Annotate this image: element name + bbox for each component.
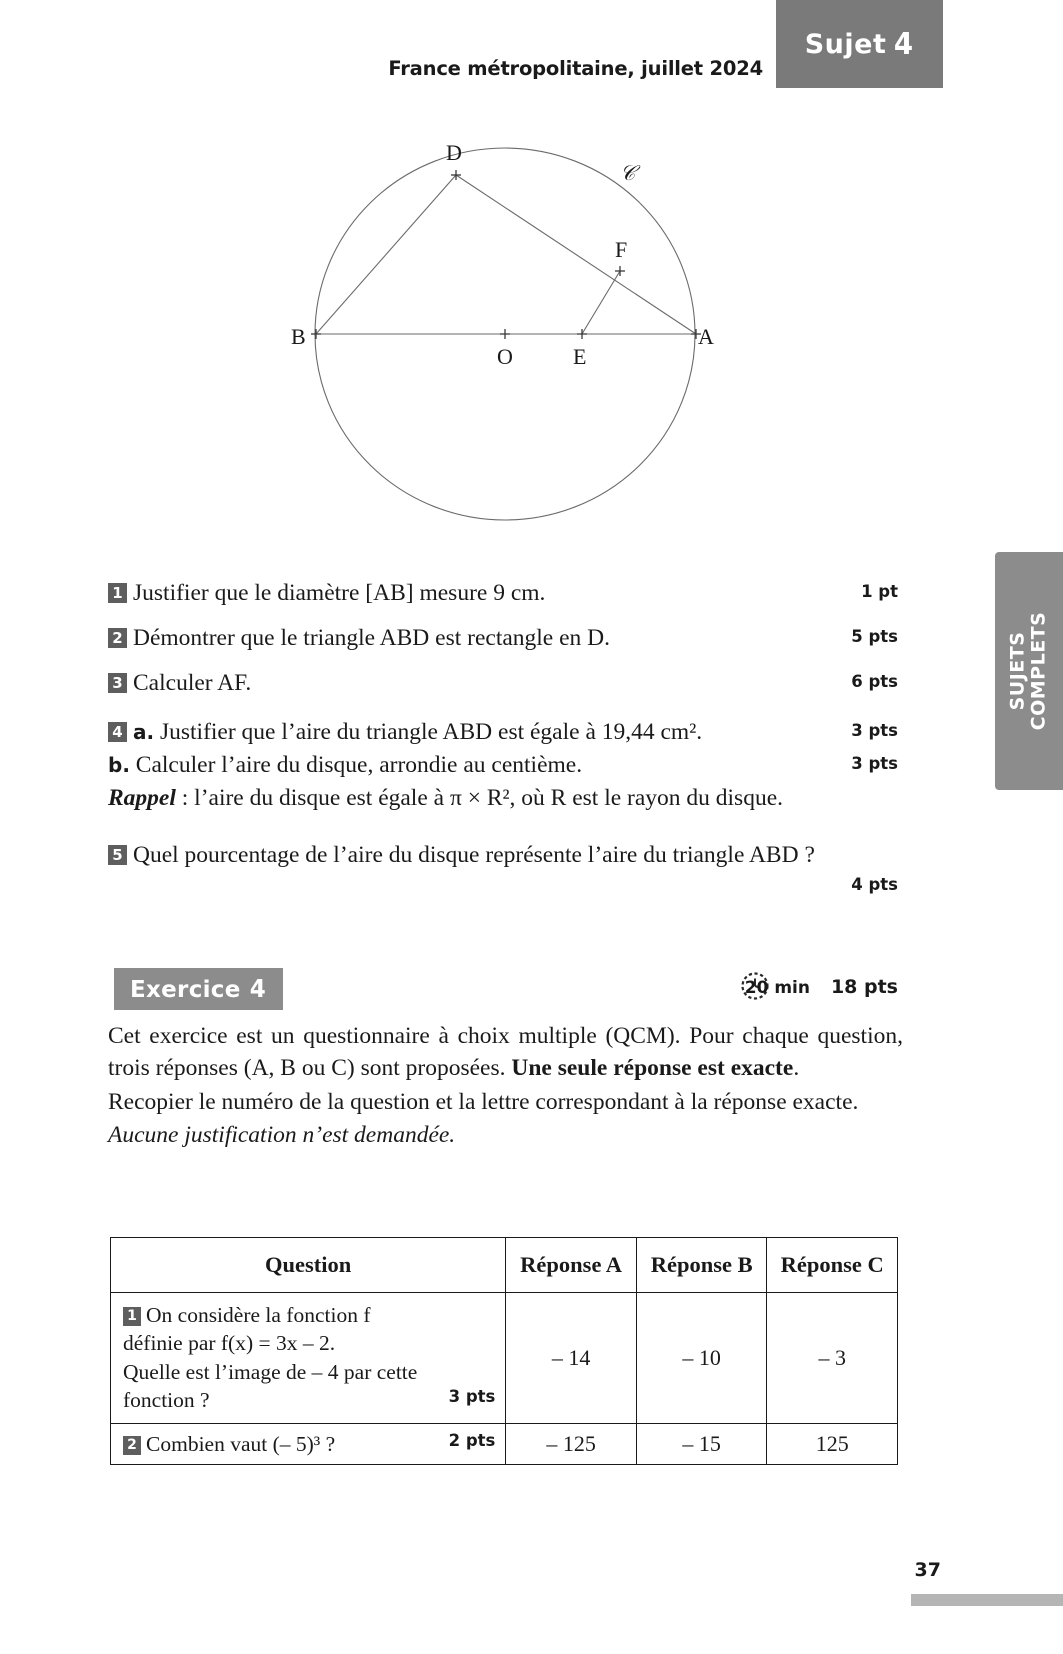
question-number-badge: 3 xyxy=(108,673,127,693)
qcm-question-line1: On considère la fonction f xyxy=(146,1303,371,1327)
question-4b xyxy=(108,750,898,781)
intro-strong: Une seule réponse est exacte xyxy=(511,1055,794,1082)
figure-label-F: F xyxy=(615,237,628,262)
figure-label-E: E xyxy=(573,344,587,369)
question-number-badge: 1 xyxy=(108,583,127,603)
question-text: Quel pourcentage de l’aire du disque représente l’aire du triangle ABD ? xyxy=(133,842,815,869)
column-header-answer-a: Réponse A xyxy=(506,1238,637,1293)
intro-text-1-end: . xyxy=(793,1055,800,1082)
exercise-header xyxy=(108,968,898,1008)
qcm-answer-c: – 3 xyxy=(767,1293,898,1424)
qcm-question-1 xyxy=(111,1293,506,1424)
exercise-number: 4 xyxy=(249,974,266,1003)
question-letter-a: a. xyxy=(133,720,155,745)
qcm-answer-a: – 14 xyxy=(506,1293,637,1424)
table-row xyxy=(111,1423,898,1464)
question-5-points: 4 pts xyxy=(851,875,898,895)
figure-label-O: O xyxy=(497,344,513,369)
qcm-question-2 xyxy=(111,1423,506,1464)
exercise-badge xyxy=(114,968,283,1010)
qcm-table xyxy=(110,1237,898,1465)
qcm-question-line2: définie par f(x) = 3x – 2. xyxy=(123,1331,336,1356)
question-3 xyxy=(108,668,898,699)
question-text: Justifier que l’aire du triangle ABD est égale à 19,44 cm². xyxy=(159,719,703,746)
page-header xyxy=(0,0,1063,92)
figure-label-B: B xyxy=(291,324,306,349)
question-4-rappel xyxy=(108,783,898,814)
footer-bar xyxy=(911,1594,1063,1606)
question-4a xyxy=(108,717,898,748)
rappel-label: Rappel xyxy=(108,785,176,812)
intro-paragraph-3: Aucune justification n’est demandée. xyxy=(108,1122,456,1149)
qcm-answer-c: 125 xyxy=(767,1423,898,1464)
rappel-text: : l’aire du disque est égale à π × R², où R est le rayon du disque. xyxy=(175,785,784,812)
question-2 xyxy=(108,623,898,654)
side-tab-text xyxy=(1008,612,1051,731)
figure-label-D: D xyxy=(446,140,462,165)
column-header-answer-c: Réponse C xyxy=(767,1238,898,1293)
qcm-answer-b: – 10 xyxy=(636,1293,767,1424)
qcm-question-line1: Combien vaut (– 5)³ ? xyxy=(146,1431,336,1456)
qcm-question-points: 2 pts xyxy=(448,1430,496,1450)
figure-label-A: A xyxy=(698,324,714,349)
table-header-row xyxy=(111,1238,898,1293)
subject-tab-label: Sujet xyxy=(804,28,887,60)
figure-label-circle: 𝒞 xyxy=(620,161,636,185)
question-1 xyxy=(108,578,898,609)
subject-tab xyxy=(776,0,943,88)
qcm-answer-b: – 15 xyxy=(636,1423,767,1464)
intro-paragraph-2: Recopier le numéro de la question et la lettre correspondant à la réponse exacte. xyxy=(108,1088,859,1115)
intro-text-1: Cet exercice est un questionnaire à choix multiple (QCM). Pour chaque question, trois réponses (A, B ou C) sont proposées. xyxy=(108,1023,903,1082)
question-text: Démontrer que le triangle ABD est rectangle en D. xyxy=(133,625,611,652)
questions-list xyxy=(108,578,898,894)
table-row xyxy=(111,1293,898,1424)
question-number-badge: 5 xyxy=(108,845,127,865)
side-tab-line1: SUJETS xyxy=(1006,631,1029,711)
qcm-question-points: 3 pts xyxy=(448,1387,496,1407)
exercise-intro xyxy=(108,1020,903,1153)
question-points: 1 pt xyxy=(861,582,898,601)
question-letter-b: b. xyxy=(108,753,130,778)
question-points: 3 pts xyxy=(851,754,898,774)
subject-tab-number: 4 xyxy=(894,26,914,62)
page-number: 37 xyxy=(914,1559,941,1581)
question-number-badge: 2 xyxy=(123,1436,141,1455)
question-number-badge: 4 xyxy=(108,722,127,742)
qcm-question-line3: Quelle est l’image de – 4 par cette xyxy=(123,1359,418,1384)
question-text: Calculer l’aire du disque, arrondie au centième. xyxy=(135,752,583,779)
question-points: 3 pts xyxy=(851,721,898,741)
question-5 xyxy=(108,840,898,871)
question-text: Calculer AF. xyxy=(133,670,252,697)
qcm-question-line4: fonction ? xyxy=(123,1388,210,1413)
geometry-figure xyxy=(260,118,800,548)
question-text: Justifier que le diamètre [AB] mesure 9 cm. xyxy=(133,580,546,606)
question-number-badge: 1 xyxy=(123,1307,141,1326)
side-tab xyxy=(995,552,1063,790)
side-tab-line2: COMPLETS xyxy=(1028,611,1050,731)
question-points: 5 pts xyxy=(851,627,898,647)
geometry-figure-svg xyxy=(260,118,800,548)
column-header-answer-b: Réponse B xyxy=(636,1238,767,1293)
exercise-points: 18 pts xyxy=(830,976,898,998)
exercise-time: 20 min xyxy=(744,978,810,998)
qcm-answer-a: – 125 xyxy=(506,1423,637,1464)
header-title: France métropolitaine, juillet 2024 xyxy=(388,57,763,80)
question-number-badge: 2 xyxy=(108,628,127,648)
question-points: 6 pts xyxy=(851,672,898,692)
intro-paragraph-1 xyxy=(108,1020,903,1085)
column-header-question: Question xyxy=(111,1238,506,1293)
exercise-label: Exercice xyxy=(130,977,241,1003)
